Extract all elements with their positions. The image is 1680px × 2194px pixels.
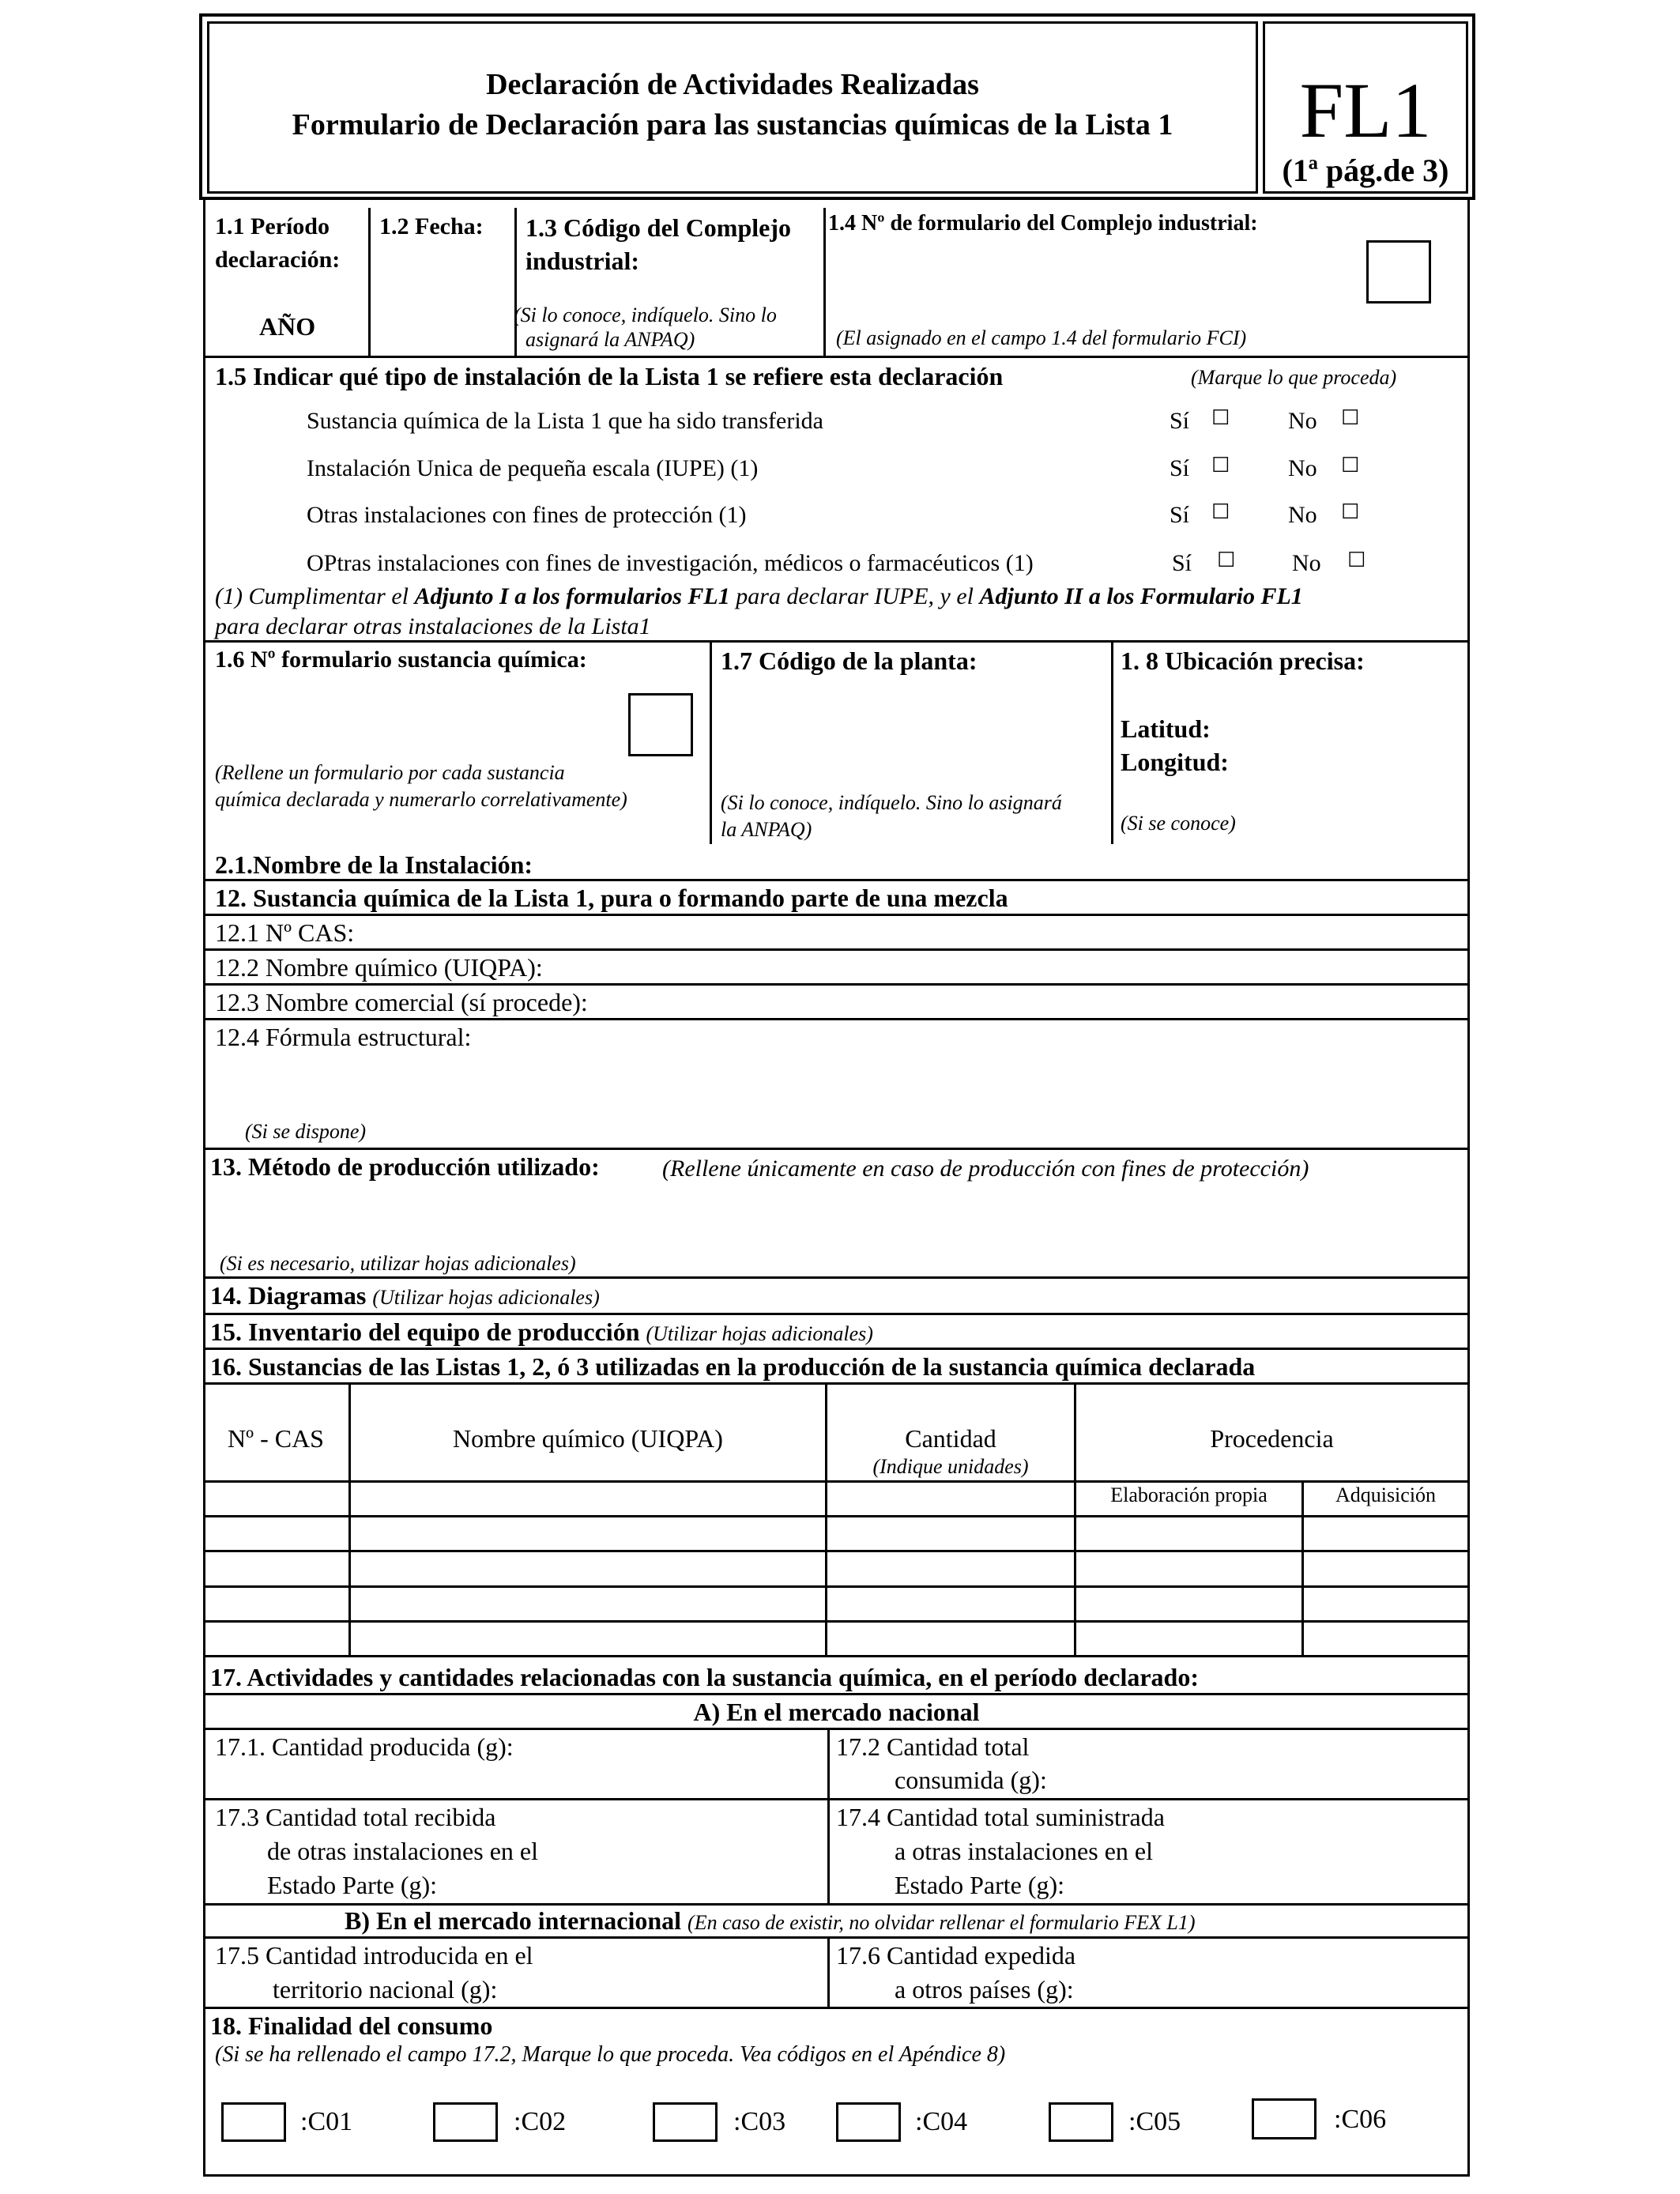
- cantidad-suministrada-label-2: a otras instalaciones en el: [895, 1837, 1153, 1865]
- divider: [203, 1728, 1470, 1730]
- nombre-instalacion-label[interactable]: 2.1.Nombre de la Instalación:: [215, 850, 533, 879]
- table-row[interactable]: [203, 1620, 1470, 1623]
- divider: [368, 208, 371, 356]
- c06-label: :C06: [1334, 2105, 1387, 2134]
- divider: [203, 1798, 1470, 1800]
- sec15-footnote-2: para declarar otras instalaciones de la Lista1: [215, 613, 651, 639]
- sec15-note: (Marque lo que proceda): [1191, 366, 1397, 389]
- nform-sustancia-box[interactable]: [628, 693, 693, 756]
- cantidad-suministrada-label-3: Estado Parte (g):: [895, 1871, 1065, 1899]
- divider: [827, 1936, 830, 2007]
- c05-checkbox[interactable]: [1049, 2102, 1113, 2142]
- col-header-procedencia: Procedencia: [1210, 1424, 1334, 1453]
- sec15-item-1: Sustancia química de la Lista 1 que ha sido transferida: [307, 408, 823, 434]
- nombre-quimico-label[interactable]: 12.2 Nombre químico (UIQPA):: [215, 953, 543, 982]
- divider: [203, 1936, 1470, 1939]
- cantidad-producida-label[interactable]: 17.1. Cantidad producida (g):: [215, 1732, 514, 1761]
- c03-checkbox[interactable]: [653, 2102, 718, 2142]
- ubicacion-note: (Si se conoce): [1121, 812, 1236, 835]
- cas-label[interactable]: 12.1 Nº CAS:: [215, 918, 355, 947]
- si-checkbox-2[interactable]: ☐: [1211, 454, 1230, 477]
- nombre-comercial-label[interactable]: 12.3 Nombre comercial (sí procede):: [215, 988, 588, 1016]
- col-header-nombre: Nombre químico (UIQPA): [453, 1424, 723, 1453]
- divider: [514, 208, 517, 356]
- no-checkbox-1[interactable]: ☐: [1341, 406, 1360, 430]
- sec13-title[interactable]: 13. Método de producción utilizado:: [210, 1152, 600, 1181]
- table-right-border: [1467, 200, 1470, 2174]
- divider: [710, 640, 712, 844]
- divider: [823, 208, 826, 356]
- sec15-item-2: Instalación Unica de pequeña escala (IUPE) (1): [307, 455, 759, 481]
- sec12-title: 12. Sustancia química de la Lista 1, pura o formando parte de una mezcla: [215, 884, 1008, 912]
- sec18-note: (Si se ha rellenado el campo 17.2, Marque lo que proceda. Vea códigos en el Apéndice 8): [215, 2042, 1006, 2067]
- sec13-note: (Rellene únicamente en caso de producción con fines de protección): [662, 1155, 1309, 1182]
- sec15-footnote: (1) Cumplimentar el Adjunto I a los formularios FL1 para declarar IUPE, y el Adjunto II a los Formulario FL1: [215, 583, 1303, 609]
- no-label: No: [1288, 455, 1317, 481]
- cantidad-recibida-label[interactable]: 17.3 Cantidad total recibida: [215, 1803, 496, 1831]
- sec16-title: 16. Sustancias de las Listas 1, 2, ó 3 utilizadas en la producción de la sustancia química declarada: [210, 1352, 1256, 1381]
- no-checkbox-4[interactable]: ☐: [1347, 548, 1366, 572]
- divider: [203, 1348, 1470, 1350]
- latitud-label[interactable]: Latitud:: [1121, 714, 1211, 743]
- divider: [203, 640, 1470, 643]
- no-label: No: [1288, 408, 1317, 434]
- codigo-complejo-note: (Si lo conoce, indíquelo. Sino lo: [514, 303, 777, 326]
- c04-checkbox[interactable]: [836, 2102, 901, 2142]
- si-label: Sí: [1170, 408, 1190, 434]
- cantidad-introducida-label[interactable]: 17.5 Cantidad introducida en el: [215, 1941, 533, 1970]
- divider: [203, 1148, 1470, 1150]
- c03-label: :C03: [733, 2107, 786, 2136]
- mercado-internacional-row: B) En el mercado internacional (En caso de existir, no olvidar rellenar el formulario FEX L1): [345, 1906, 1196, 1935]
- divider: [203, 914, 1470, 916]
- no-label: No: [1288, 502, 1317, 528]
- divider: [203, 1382, 1470, 1385]
- nform-sustancia-note-2: química declarada y numerarlo correlativamente): [215, 788, 627, 811]
- si-label: Sí: [1172, 550, 1192, 576]
- cantidad-expedida-label-2: a otros países (g):: [895, 1975, 1074, 2004]
- codigo-complejo-label-2: industrial:: [525, 247, 640, 275]
- ubicacion-label: 1. 8 Ubicación precisa:: [1121, 647, 1365, 675]
- si-label: Sí: [1170, 455, 1190, 481]
- sec17-title: 17. Actividades y cantidades relacionadas con la sustancia química, en el período declarado:: [210, 1663, 1199, 1691]
- si-checkbox-3[interactable]: ☐: [1211, 500, 1230, 524]
- si-label: Sí: [1170, 502, 1190, 528]
- form-title-line2: Formulario de Declaración para las sustancias químicas de la Lista 1: [292, 108, 1173, 141]
- table-row[interactable]: [203, 1550, 1470, 1552]
- codigo-complejo-label[interactable]: 1.3 Código del Complejo: [525, 213, 791, 242]
- divider: [203, 1313, 1470, 1315]
- c04-label: :C04: [915, 2107, 968, 2136]
- divider: [203, 983, 1470, 986]
- mercado-nacional-title: A) En el mercado nacional: [693, 1698, 980, 1726]
- codigo-planta-note: (Si lo conoce, indíquelo. Sino lo asignará: [721, 791, 1062, 814]
- col-header-elaboracion: Elaboración propia: [1110, 1483, 1268, 1506]
- sec18-title: 18. Finalidad del consumo: [210, 2011, 493, 2040]
- formula-note: (Si se dispone): [245, 1120, 367, 1143]
- codigo-complejo-note-2: asignará la ANPAQ): [525, 328, 695, 351]
- periodo-value: AÑO: [259, 312, 316, 341]
- divider: [203, 1276, 1470, 1279]
- c05-label: :C05: [1128, 2107, 1181, 2136]
- cantidad-consumida-label[interactable]: 17.2 Cantidad total: [836, 1732, 1030, 1761]
- page-info: (1ª pág.de 3): [1282, 153, 1449, 188]
- form-title-line1: Declaración de Actividades Realizadas: [486, 68, 979, 101]
- cantidad-recibida-label-2: de otras instalaciones en el: [267, 1837, 538, 1865]
- periodo-label: 1.1 Período: [215, 213, 330, 239]
- formula-estructural-label[interactable]: 12.4 Fórmula estructural:: [215, 1023, 472, 1051]
- sec13-bottom-note: (Si es necesario, utilizar hojas adicionales): [220, 1252, 576, 1275]
- col-header-cas: Nº - CAS: [228, 1424, 324, 1453]
- col-header-adquisicion: Adquisición: [1335, 1483, 1437, 1506]
- sec15-item-4: OPtras instalaciones con fines de investigación, médicos o farmacéuticos (1): [307, 550, 1034, 576]
- cantidad-consumida-label-2: consumida (g):: [895, 1766, 1047, 1794]
- divider: [203, 1655, 1470, 1657]
- c06-checkbox[interactable]: [1252, 2098, 1317, 2139]
- col-header-cantidad: Cantidad: [905, 1424, 996, 1453]
- c01-checkbox[interactable]: [221, 2102, 286, 2142]
- sec15-title: 1.5 Indicar qué tipo de instalación de la Lista 1 se refiere esta declaración: [215, 362, 1004, 390]
- si-checkbox-1[interactable]: ☐: [1211, 406, 1230, 430]
- table-row[interactable]: [203, 1515, 1470, 1517]
- sec15-inventario-row[interactable]: 15. Inventario del equipo de producción (Utilizar hojas adicionales): [210, 1318, 873, 1346]
- table-left-border: [203, 200, 205, 2174]
- nform-sustancia-label: 1.6 Nº formulario sustancia química:: [215, 647, 587, 673]
- nform-sustancia-note: (Rellene un formulario por cada sustancia: [215, 761, 565, 784]
- form-code: FL1: [1299, 66, 1432, 154]
- divider: [203, 1693, 1470, 1695]
- sec14-row[interactable]: 14. Diagramas (Utilizar hojas adicionales): [210, 1281, 600, 1310]
- no-label: No: [1292, 550, 1321, 576]
- table-bottom-border: [203, 2174, 1470, 2177]
- periodo-label-2: declaración:: [215, 247, 341, 273]
- no-checkbox-3[interactable]: ☐: [1341, 500, 1360, 524]
- divider: [203, 356, 1470, 358]
- fecha-label[interactable]: 1.2 Fecha:: [379, 213, 484, 239]
- no-checkbox-2[interactable]: ☐: [1341, 454, 1360, 477]
- divider: [827, 1728, 830, 1903]
- divider: [203, 2007, 1470, 2009]
- nform-complejo-note: (El asignado en el campo 1.4 del formulario FCI): [836, 326, 1247, 349]
- divider: [203, 879, 1470, 881]
- col-header-cantidad-note: (Indique unidades): [872, 1455, 1029, 1478]
- table-row[interactable]: [203, 1585, 1470, 1588]
- cantidad-recibida-label-3: Estado Parte (g):: [267, 1871, 438, 1899]
- c02-checkbox[interactable]: [433, 2102, 498, 2142]
- divider: [203, 948, 1470, 951]
- si-checkbox-4[interactable]: ☐: [1217, 548, 1236, 572]
- divider: [1111, 640, 1113, 844]
- nform-complejo-label: 1.4 Nº de formulario del Complejo industrial:: [828, 211, 1258, 236]
- cantidad-suministrada-label[interactable]: 17.4 Cantidad total suministrada: [836, 1803, 1165, 1831]
- c01-label: :C01: [300, 2107, 353, 2136]
- codigo-planta-label[interactable]: 1.7 Código de la planta:: [721, 647, 977, 675]
- nform-complejo-box[interactable]: [1366, 240, 1431, 303]
- divider: [203, 1018, 1470, 1020]
- cantidad-introducida-label-2: territorio nacional (g):: [273, 1975, 498, 2004]
- c02-label: :C02: [514, 2107, 567, 2136]
- codigo-planta-note-2: la ANPAQ): [721, 818, 812, 841]
- sec15-item-3: Otras instalaciones con fines de protección (1): [307, 502, 747, 528]
- cantidad-expedida-label[interactable]: 17.6 Cantidad expedida: [836, 1941, 1076, 1970]
- longitud-label[interactable]: Longitud:: [1121, 748, 1229, 776]
